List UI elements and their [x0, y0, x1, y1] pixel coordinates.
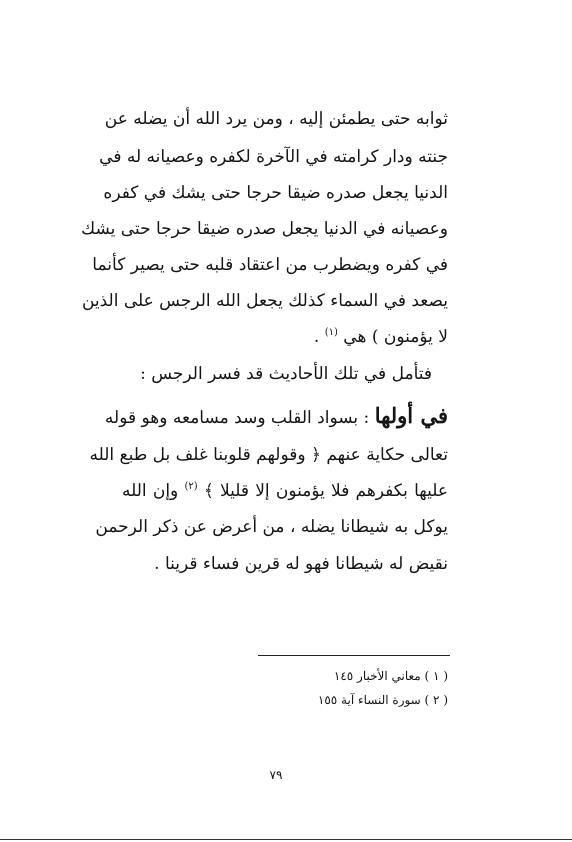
- body-line-4: وعصيانه في الدنيا يجعل صدره ضيقا حرجا حتى يشك: [81, 219, 448, 239]
- body-line-7-period: .: [313, 327, 325, 347]
- page-number: ٧٩: [269, 768, 283, 782]
- body-line-11-tail: وإن الله: [122, 481, 179, 501]
- footnote-separator: [258, 655, 450, 656]
- body-line-11: [122, 474, 448, 508]
- body-line-6: يصعد في السماء كذلك يجعل الله الرجس على الذين: [81, 291, 448, 311]
- body-line-5: في كفره ويضطرب من اعتقاد قلبه حتى يصير كأنما: [92, 255, 448, 275]
- section-heading-word: في أولها: [374, 403, 448, 428]
- body-line-13: نقيض له شيطانا فهو له قرين فساء قرينا .: [154, 554, 448, 574]
- body-line-3: الدنيا يجعل صدره ضيقا حرجا حتى يشك في كفره: [103, 183, 448, 203]
- body-line-9: [104, 399, 448, 433]
- body-line-7: [122, 320, 448, 354]
- footnote-ref-2: (٢): [184, 481, 198, 492]
- body-line-8: فتأمل في تلك الأحاديث قد فسر الرجس :: [140, 364, 432, 384]
- body-line-10: تعالى حكاية عنهم ﴿ وقولهم قلوبنا غلف بل طبع الله: [89, 445, 448, 465]
- footnote-1: ( ١ ) معاني الأخبار ١٤٥: [333, 669, 448, 683]
- body-line-9-text: بسواد القلب وسد مسامعه وهو قوله: [104, 408, 359, 428]
- body-line-2: جنته ودار كرامته في الآخرة لكفره وعصيانه له في: [99, 147, 448, 167]
- heading-colon: :: [363, 408, 375, 428]
- body-line-1: ثوابه حتى يطمئن إليه ، ومن يرد الله أن يضله عن: [104, 109, 448, 129]
- body-line-7-text: لا يؤمنون ) هي: [343, 327, 448, 347]
- body-line-11-text: عليها بكفرهم فلا يؤمنون إلا قليلا ﴾: [203, 481, 449, 501]
- footnote-2: ( ٢ ) سورة النساء آية ١٥٥: [317, 693, 448, 707]
- page-bottom-edge: [0, 839, 572, 840]
- footnote-ref-1: (١): [324, 327, 338, 338]
- body-line-12: يوكل به شيطانا يضله ، من أعرض عن ذكر الرحمن: [95, 517, 448, 537]
